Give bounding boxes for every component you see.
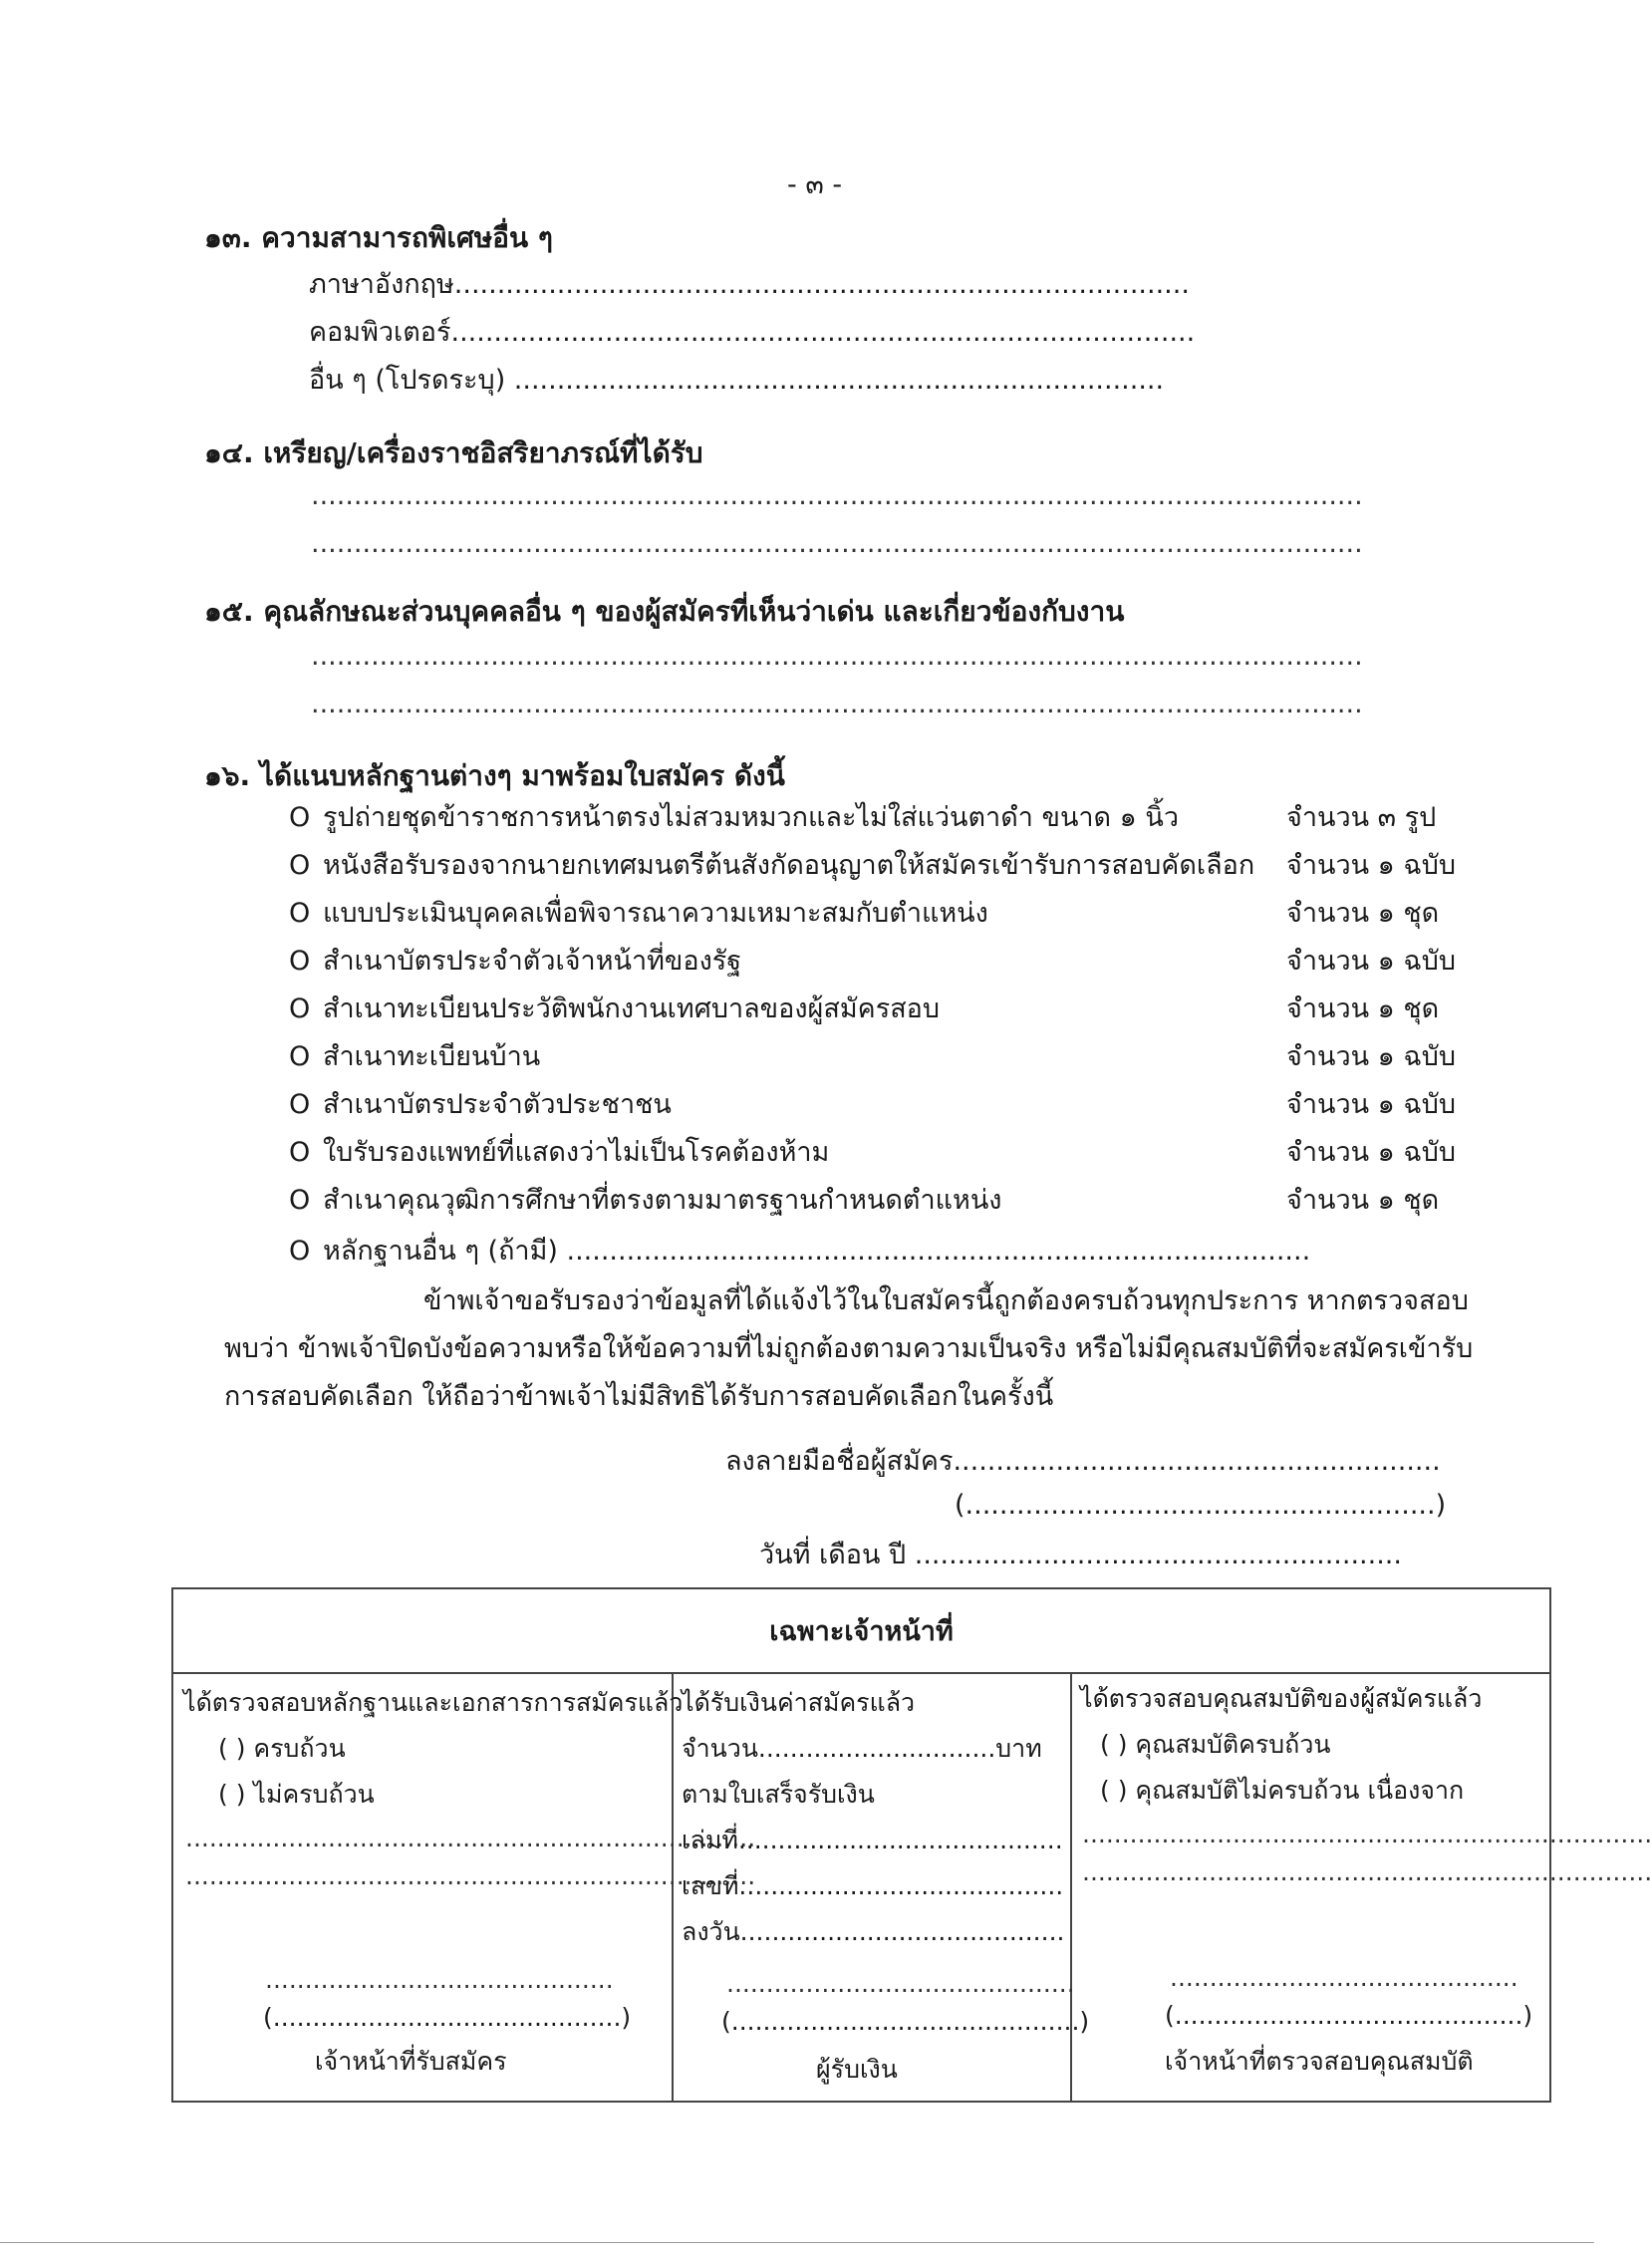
circle-bullet-icon[interactable]: O [289, 1041, 311, 1072]
attachment-qty: จำนวน ๑ ชุด [1286, 1185, 1440, 1216]
attachment-text: รูปถ่ายชุดข้าราชการหน้าตรงไม่สวมหมวกและไม่ใส่แว่นตาดำ ขนาด ๑ นิ้ว [323, 802, 1180, 833]
attachment-item [289, 898, 1455, 942]
date-field[interactable]: วันที่ เดือน ปี ......................................................... [759, 1540, 1402, 1570]
qualified-option[interactable]: ( ) คุณสมบัติครบถ้วน [1100, 1730, 1331, 1759]
amount-field[interactable]: จำนวน..............................บาท [682, 1734, 1042, 1763]
qualifier-role-label: เจ้าหน้าที่ตรวจสอบคุณสมบัติ [1165, 2047, 1474, 2076]
declaration-line-2: พบว่า ข้าพเจ้าปิดบังข้อความหรือให้ข้อความที่ไม่ถูกต้องตามความเป็นจริง หรือไม่มีคุณสมบัติที่จะสมัครเข้ารับ [224, 1333, 1474, 1364]
qualifier-name-field[interactable]: (............................................) [1165, 2001, 1533, 2030]
payment-heading: ได้รับเงินค่าสมัครแล้ว [682, 1688, 916, 1717]
receiver-role-label: เจ้าหน้าที่รับสมัคร [315, 2047, 507, 2076]
attachment-item [289, 1041, 1455, 1085]
medals-line-2[interactable]: ........................................................................................................................... [311, 528, 1363, 559]
circle-bullet-icon[interactable]: O [289, 802, 311, 833]
attachment-text: หนังสือรับรองจากนายกเทศมนตรีต้นสังกัดอนุญาตให้สมัครเข้ารับการสอบคัดเลือก [323, 850, 1255, 881]
english-skill-field[interactable]: ภาษาอังกฤษ...................................................................................... [309, 269, 1190, 300]
attachment-item [289, 1185, 1455, 1229]
declaration-line-1: ข้าพเจ้าขอรับรองว่าข้อมูลที่ได้แจ้งไว้ในใบสมัครนี้ถูกต้องครบถ้วนทุกประการ หากตรวจสอบ [423, 1285, 1469, 1316]
receipt-date-field[interactable]: ลงวัน......................................... [682, 1917, 1065, 1946]
attachment-item [289, 850, 1455, 894]
attachment-qty: จำนวน ๑ ชุด [1286, 898, 1440, 929]
cashier-signature-line[interactable]: ............................................ [726, 1969, 1075, 1998]
circle-bullet-icon[interactable]: O [289, 1185, 311, 1216]
applicant-name-field[interactable]: (.......................................................) [955, 1490, 1447, 1521]
circle-bullet-icon[interactable]: O [289, 850, 311, 881]
computer-skill-field[interactable]: คอมพิวเตอร์....................................................................................... [309, 317, 1196, 348]
qualification-note-line-1[interactable]: ........................................................................ [1082, 1820, 1652, 1848]
receipt-book-field[interactable]: เล่มที่......................................... [682, 1826, 1063, 1854]
page-bottom-rule [0, 2242, 1594, 2243]
circle-bullet-icon[interactable]: O [289, 898, 311, 929]
attachment-item-other [289, 1236, 1455, 1279]
applicant-signature-field[interactable]: ลงลายมือชื่อผู้สมัคร......................................................... [725, 1446, 1441, 1477]
traits-line-2[interactable]: ........................................................................................................................... [311, 689, 1363, 719]
qualifier-signature-line[interactable]: ............................................ [1170, 1963, 1518, 1992]
section-14-title: ๑๔. เหรียญ/เครื่องราชอิสริยาภรณ์ที่ได้รับ [204, 436, 703, 469]
other-skill-field[interactable]: อื่น ๆ (โปรดระบุ) ............................................................................ [309, 365, 1165, 396]
attachment-text: ใบรับรองแพทย์ที่แสดงว่าไม่เป็นโรคต้องห้าม [323, 1137, 830, 1168]
attachment-qty: จำนวน ๑ ฉบับ [1286, 1041, 1457, 1072]
attachment-qty: จำนวน ๑ ฉบับ [1286, 1137, 1457, 1168]
circle-bullet-icon[interactable]: O [289, 1137, 311, 1168]
document-check-heading: ได้ตรวจสอบหลักฐานและเอกสารการสมัครแล้ว [183, 1688, 684, 1717]
page-number: - ๓ - [787, 169, 843, 200]
circle-bullet-icon[interactable]: O [289, 1089, 311, 1120]
declaration-line-3: การสอบคัดเลือก ให้ถือว่าข้าพเจ้าไม่มีสิทธิได้รับการสอบคัดเลือกในครั้งนี้ [224, 1381, 1054, 1412]
circle-bullet-icon[interactable]: O [289, 993, 311, 1024]
attachment-qty: จำนวน ๑ ฉบับ [1286, 946, 1457, 977]
section-16-title: ๑๖. ได้แนบหลักฐานต่างๆ มาพร้อมใบสมัคร ดังนี้ [204, 759, 785, 792]
attachment-item [289, 802, 1455, 846]
attachment-qty: จำนวน ๓ รูป [1286, 802, 1437, 833]
attachment-text: สำเนาบัตรประจำตัวเจ้าหน้าที่ของรัฐ [323, 946, 742, 977]
complete-option[interactable]: ( ) ครบถ้วน [218, 1734, 346, 1763]
attachment-qty: จำนวน ๑ ชุด [1286, 993, 1440, 1024]
receipt-label: ตามใบเสร็จรับเงิน [682, 1780, 875, 1809]
officer-only-box [171, 1587, 1652, 2103]
attachment-text: สำเนาคุณวุฒิการศึกษาที่ตรงตามมาตรฐานกำหนดตำแหน่ง [323, 1185, 1002, 1216]
section-15-title: ๑๕. คุณลักษณะส่วนบุคคลอื่น ๆ ของผู้สมัครที่เห็นว่าเด่น และเกี่ยวข้องกับงาน [204, 595, 1125, 628]
attachment-item [289, 1137, 1455, 1181]
circle-bullet-icon[interactable]: O [289, 1236, 311, 1267]
cashier-name-field[interactable]: (............................................) [721, 2007, 1090, 2036]
traits-line-1[interactable]: ........................................................................................................................... [311, 641, 1363, 672]
medals-line-1[interactable]: ........................................................................................................................... [311, 480, 1363, 511]
attachment-item [289, 993, 1455, 1037]
attachment-text: สำเนาทะเบียนบ้าน [323, 1041, 541, 1072]
attachment-qty: จำนวน ๑ ฉบับ [1286, 1089, 1457, 1120]
document-check-column [173, 1674, 756, 2101]
officer-box-title: เฉพาะเจ้าหน้าที่ [173, 1589, 1549, 1674]
circle-bullet-icon[interactable]: O [289, 946, 311, 977]
receiver-signature-line[interactable]: ............................................ [265, 1965, 614, 1994]
section-13-title: ๑๓. ความสามารถพิเศษอื่น ๆ [204, 221, 553, 254]
payment-column [672, 1674, 1090, 2101]
document-note-line-2[interactable]: ........................................................................ [185, 1861, 756, 1890]
attachment-item [289, 946, 1455, 990]
incomplete-option[interactable]: ( ) ไม่ครบถ้วน [218, 1780, 375, 1809]
attachment-text: สำเนาทะเบียนประวัติพนักงานเทศบาลของผู้สมัครสอบ [323, 993, 941, 1024]
qualification-check-column [1070, 1674, 1652, 2101]
attachment-qty: จำนวน ๑ ฉบับ [1286, 850, 1457, 881]
qualification-heading: ได้ตรวจสอบคุณสมบัติของผู้สมัครแล้ว [1080, 1684, 1483, 1713]
document-note-line-1[interactable]: ........................................................................ [185, 1824, 756, 1852]
qualification-note-line-2[interactable]: ........................................................................ [1082, 1857, 1652, 1886]
receiver-name-field[interactable]: (............................................) [263, 2003, 632, 2032]
cashier-role-label: ผู้รับเงิน [816, 2055, 898, 2084]
receipt-number-field[interactable]: เลขที่......................................... [682, 1871, 1064, 1900]
not-qualified-option[interactable]: ( ) คุณสมบัติไม่ครบถ้วน เนื่องจาก [1100, 1776, 1465, 1805]
attachment-text: แบบประเมินบุคคลเพื่อพิจารณาความเหมาะสมกับตำแหน่ง [323, 898, 988, 929]
attachment-text: สำเนาบัตรประจำตัวประชาชน [323, 1089, 672, 1120]
other-evidence-field[interactable]: หลักฐานอื่น ๆ (ถ้ามี) ....................................................................................... [323, 1236, 1311, 1267]
attachment-item [289, 1089, 1455, 1133]
